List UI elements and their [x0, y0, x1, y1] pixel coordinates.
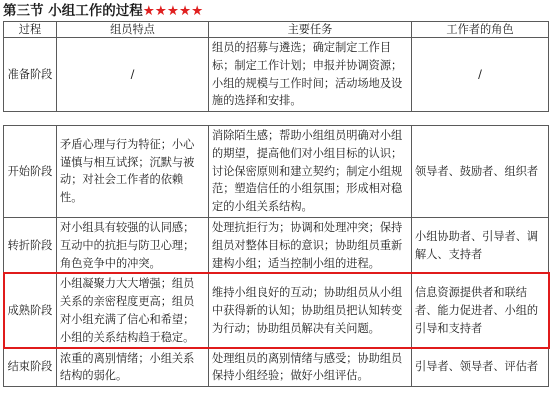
table-row-prepare [4, 38, 549, 112]
header-member-traits: 组员特点 [57, 22, 209, 38]
table-row-transition [4, 217, 549, 273]
traits-cell: / [57, 38, 209, 112]
tasks-cell: 处理抗拒行为；协调和处理冲突；保持组员对整体目标的意识；协助组员重新建构小组；适当控制小组的进程。 [209, 217, 412, 273]
roles-cell: 引导者、领导者、评估者 [412, 348, 549, 387]
table-row-end [4, 348, 549, 387]
table-row-mature [4, 274, 549, 348]
section-title-text: 第三节 小组工作的过程 [3, 3, 143, 19]
traits-cell: 浓重的离别情绪；小组关系结构的弱化。 [57, 348, 209, 387]
section-title [3, 2, 203, 20]
importance-stars: ★★★★★ [142, 3, 204, 19]
tasks-cell: 消除陌生感；帮助小组组员明确对小组的期望，提高他们对小组目标的认识；讨论保密原则和建立契约；制定小组规范；塑造信任的小组氛围；形成相对稳定的小组关系结构。 [209, 126, 412, 218]
header-main-tasks: 主要任务 [209, 22, 412, 38]
traits-cell: 对小组具有较强的认同感；互动中的抗拒与防卫心理；角色竞争中的冲突。 [57, 217, 209, 273]
table-row-start [4, 126, 549, 218]
stage-cell: 开始阶段 [4, 126, 57, 218]
header-worker-role: 工作者的角色 [412, 22, 549, 38]
stage-cell: 转折阶段 [4, 217, 57, 273]
tasks-cell: 处理组员的离别情绪与感受；协助组员保持小组经验；做好小组评估。 [209, 348, 412, 387]
roles-cell: / [412, 38, 549, 112]
tasks-cell: 组员的招募与遴选；确定制定工作目标；制定工作计划；申报并协调资源；小组的规模与工作时间；活动场地及设施的选择和安排。 [209, 38, 412, 112]
roles-cell: 领导者、鼓励者、组织者 [412, 126, 549, 218]
header-process: 过程 [4, 22, 57, 38]
stage-cell: 结束阶段 [4, 348, 57, 387]
traits-cell: 小组凝聚力大大增强；组员关系的亲密程度更高；组员对小组充满了信心和希望；小组的关系结构趋于稳定。 [57, 274, 209, 348]
traits-cell: 矛盾心理与行为特征；小心谨慎与相互试探；沉默与被动；对社会工作者的依赖性。 [57, 126, 209, 218]
roles-cell: 信息资源提供者和联结者、能力促进者、小组的引导和支持者 [412, 274, 549, 348]
tasks-cell: 维持小组良好的互动；协助组员从小组中获得新的认知；协助组员把认知转变为行动；协助组员解决有关问题。 [209, 274, 412, 348]
roles-cell: 小组协助者、引导者、调解人、支持者 [412, 217, 549, 273]
stage-cell: 成熟阶段 [4, 274, 57, 348]
table-header-row [4, 22, 549, 38]
process-table-bottom [3, 125, 549, 387]
process-table-top [3, 21, 549, 112]
stage-cell: 准备阶段 [4, 38, 57, 112]
